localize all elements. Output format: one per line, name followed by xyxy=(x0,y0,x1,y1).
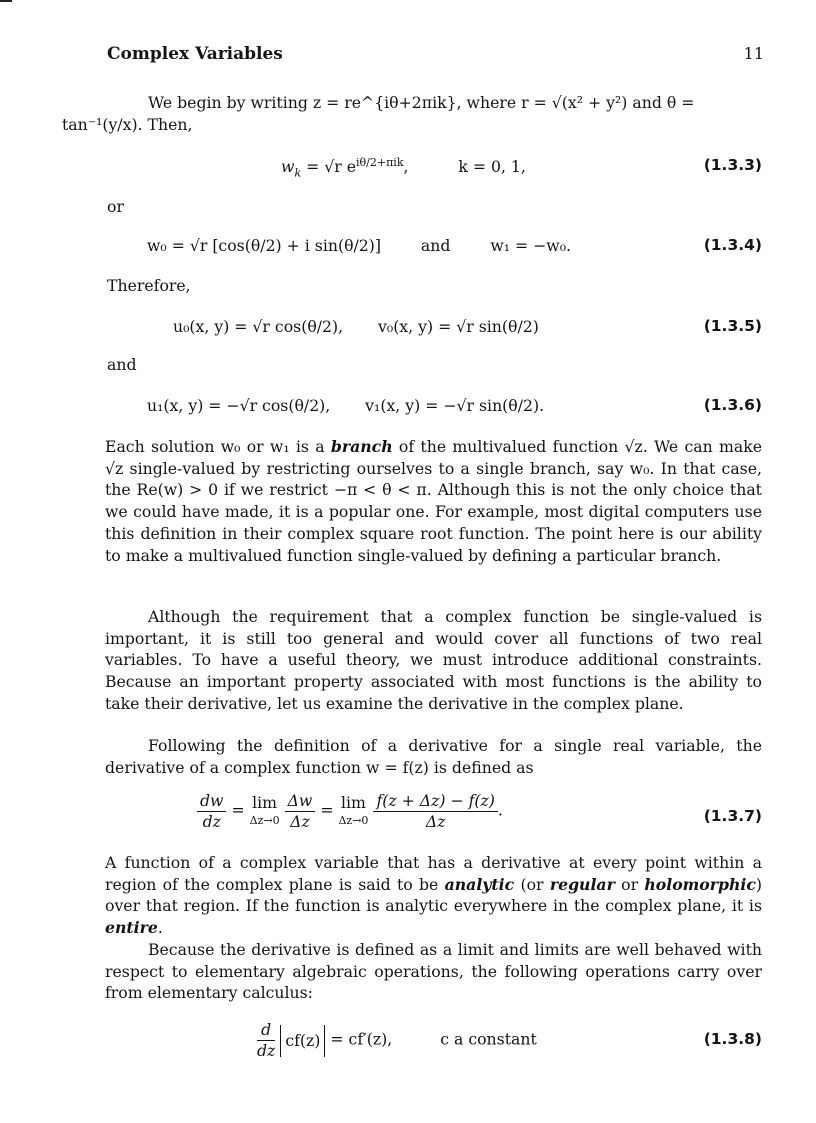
frac-num: d xyxy=(257,1020,275,1041)
equation-1-3-8 xyxy=(105,1020,762,1066)
equation-number: (1.3.5) xyxy=(703,317,762,335)
derivative-operator xyxy=(257,1020,275,1061)
frac-den: Δz xyxy=(425,812,446,831)
analytic-text-2: (or xyxy=(514,874,550,894)
equation-body xyxy=(257,1020,537,1061)
quotient-fraction xyxy=(373,791,497,832)
eq-note: c a constant xyxy=(440,1029,537,1049)
equation-body: u₁(x, y) = −√r cos(θ/2), v₁(x, y) = −√r sin(θ/2). xyxy=(147,396,545,415)
frac-den: Δz xyxy=(290,812,310,831)
limit-1 xyxy=(250,794,280,830)
term-branch: branch xyxy=(330,437,393,456)
lim-word: lim xyxy=(252,792,278,812)
equation-1-3-5 xyxy=(105,317,762,345)
eq-main: = √r e xyxy=(306,157,357,177)
equation-number: (1.3.7) xyxy=(703,807,762,825)
intro-paragraph xyxy=(62,92,762,135)
equation-body: $\frac{dw}{dz}$ = lim Δz→0 $\frac{\Delta w}{\Delta z}$ = lim Δz→0 $\frac{f(z + \Delta z) - f(z)}{\Delta z}$ . xyxy=(197,791,503,832)
lim-word: lim xyxy=(340,792,366,812)
branch-paragraph xyxy=(105,436,762,566)
frac-num: f(z + Δz) − f(z) xyxy=(373,791,497,812)
equation-1-3-6 xyxy=(105,396,762,424)
equation-1-3-7 xyxy=(105,791,762,843)
frac-den: dz xyxy=(202,812,221,831)
equation-number: (1.3.6) xyxy=(703,396,762,414)
term-analytic: analytic xyxy=(444,874,515,894)
word-therefore: Therefore, xyxy=(107,276,191,295)
analytic-text-4: ) over that region. If the function is analytic everywhere in the complex plane, it is xyxy=(105,874,762,916)
equation-body: w₀ = √r [cos(θ/2) + i sin(θ/2)] and w₁ = −w₀. xyxy=(147,236,571,255)
word-or: or xyxy=(107,197,124,216)
branch-text-1: Each solution w₀ or w₁ is a xyxy=(105,437,331,456)
term-entire: entire xyxy=(105,918,158,938)
lim-sub: Δz→0 xyxy=(338,813,369,827)
analytic-text-3: or xyxy=(614,874,645,894)
frac-num: Δw xyxy=(285,791,316,812)
lim-sub: Δz→0 xyxy=(249,813,280,827)
branch-text-2: of the multivalued function √z. We can make √z single-valued by restricting ourselves to a single branch, say w₀. In that case, the Re(w) > 0 if we restrict −π < θ < π. Although this is not the only choice that we could have made, it is a popular one. For example, most digital computers use this definition in their complex square root function. The point here is our ability to make a multivalued function single-valued by defining a particular branch. xyxy=(105,437,762,565)
because-paragraph: Because the derivative is defined as a limit and limits are well behaved with respect to elementary algebraic operations, the following operations carry over from elementary calculus: xyxy=(105,940,762,1003)
frac-num: dw xyxy=(197,791,226,812)
difference-fraction xyxy=(285,791,316,832)
eq-lhs: w xyxy=(281,157,295,177)
word-and: and xyxy=(107,355,137,374)
intro-line-1: We begin by writing z = re^{iθ+2πik}, where r = √(x² + y²) and θ = xyxy=(148,93,695,112)
equation-body: u₀(x, y) = √r cos(θ/2), v₀(x, y) = √r sin(θ/2) xyxy=(173,317,539,336)
page-number: 11 xyxy=(743,44,764,63)
page-header xyxy=(107,44,764,64)
running-title: Complex Variables xyxy=(107,44,283,64)
bracket-expression: cf(z) xyxy=(280,1025,325,1057)
equation-number: (1.3.3) xyxy=(703,156,762,174)
equation-number: (1.3.8) xyxy=(703,1030,762,1048)
equation-1-3-3 xyxy=(105,156,762,184)
eq-rhs: = cf′(z), xyxy=(330,1029,393,1049)
term-holomorphic: holomorphic xyxy=(644,874,756,894)
equation-body: $w_k = √r$ $e^{i\theta/2+\pi ik}$, k = 0, 1, xyxy=(281,156,526,180)
equation-1-3-4 xyxy=(105,236,762,264)
following-paragraph: Following the definition of a derivative for a single real variable, the derivative of a complex function w = f(z) is defined as xyxy=(105,736,762,777)
frac-den: dz xyxy=(257,1041,276,1060)
analytic-paragraph xyxy=(105,852,762,939)
term-regular: regular xyxy=(549,874,615,894)
analytic-text-5: . xyxy=(157,918,163,938)
eq-tail: , k = 0, 1, xyxy=(403,157,526,177)
limit-2 xyxy=(338,794,368,830)
eq-exponent: iθ/2+πik xyxy=(356,156,404,169)
equation-number: (1.3.4) xyxy=(703,236,762,254)
intro-line-2: tan⁻¹(y/x). Then, xyxy=(62,114,193,134)
requirement-paragraph: Although the requirement that a complex function be single-valued is important, it is still too general and would cover all functions of two real variables. To have a useful theory, we must introduce additional constraints. Because an important property associated with most functions is the ability to take their derivative, let us examine the derivative in the complex plane. xyxy=(105,607,762,713)
analytic-text-1: A function of a complex variable that has a derivative at every point within a region of the complex plane is said to be xyxy=(105,853,762,894)
derivative-fraction xyxy=(197,791,226,832)
